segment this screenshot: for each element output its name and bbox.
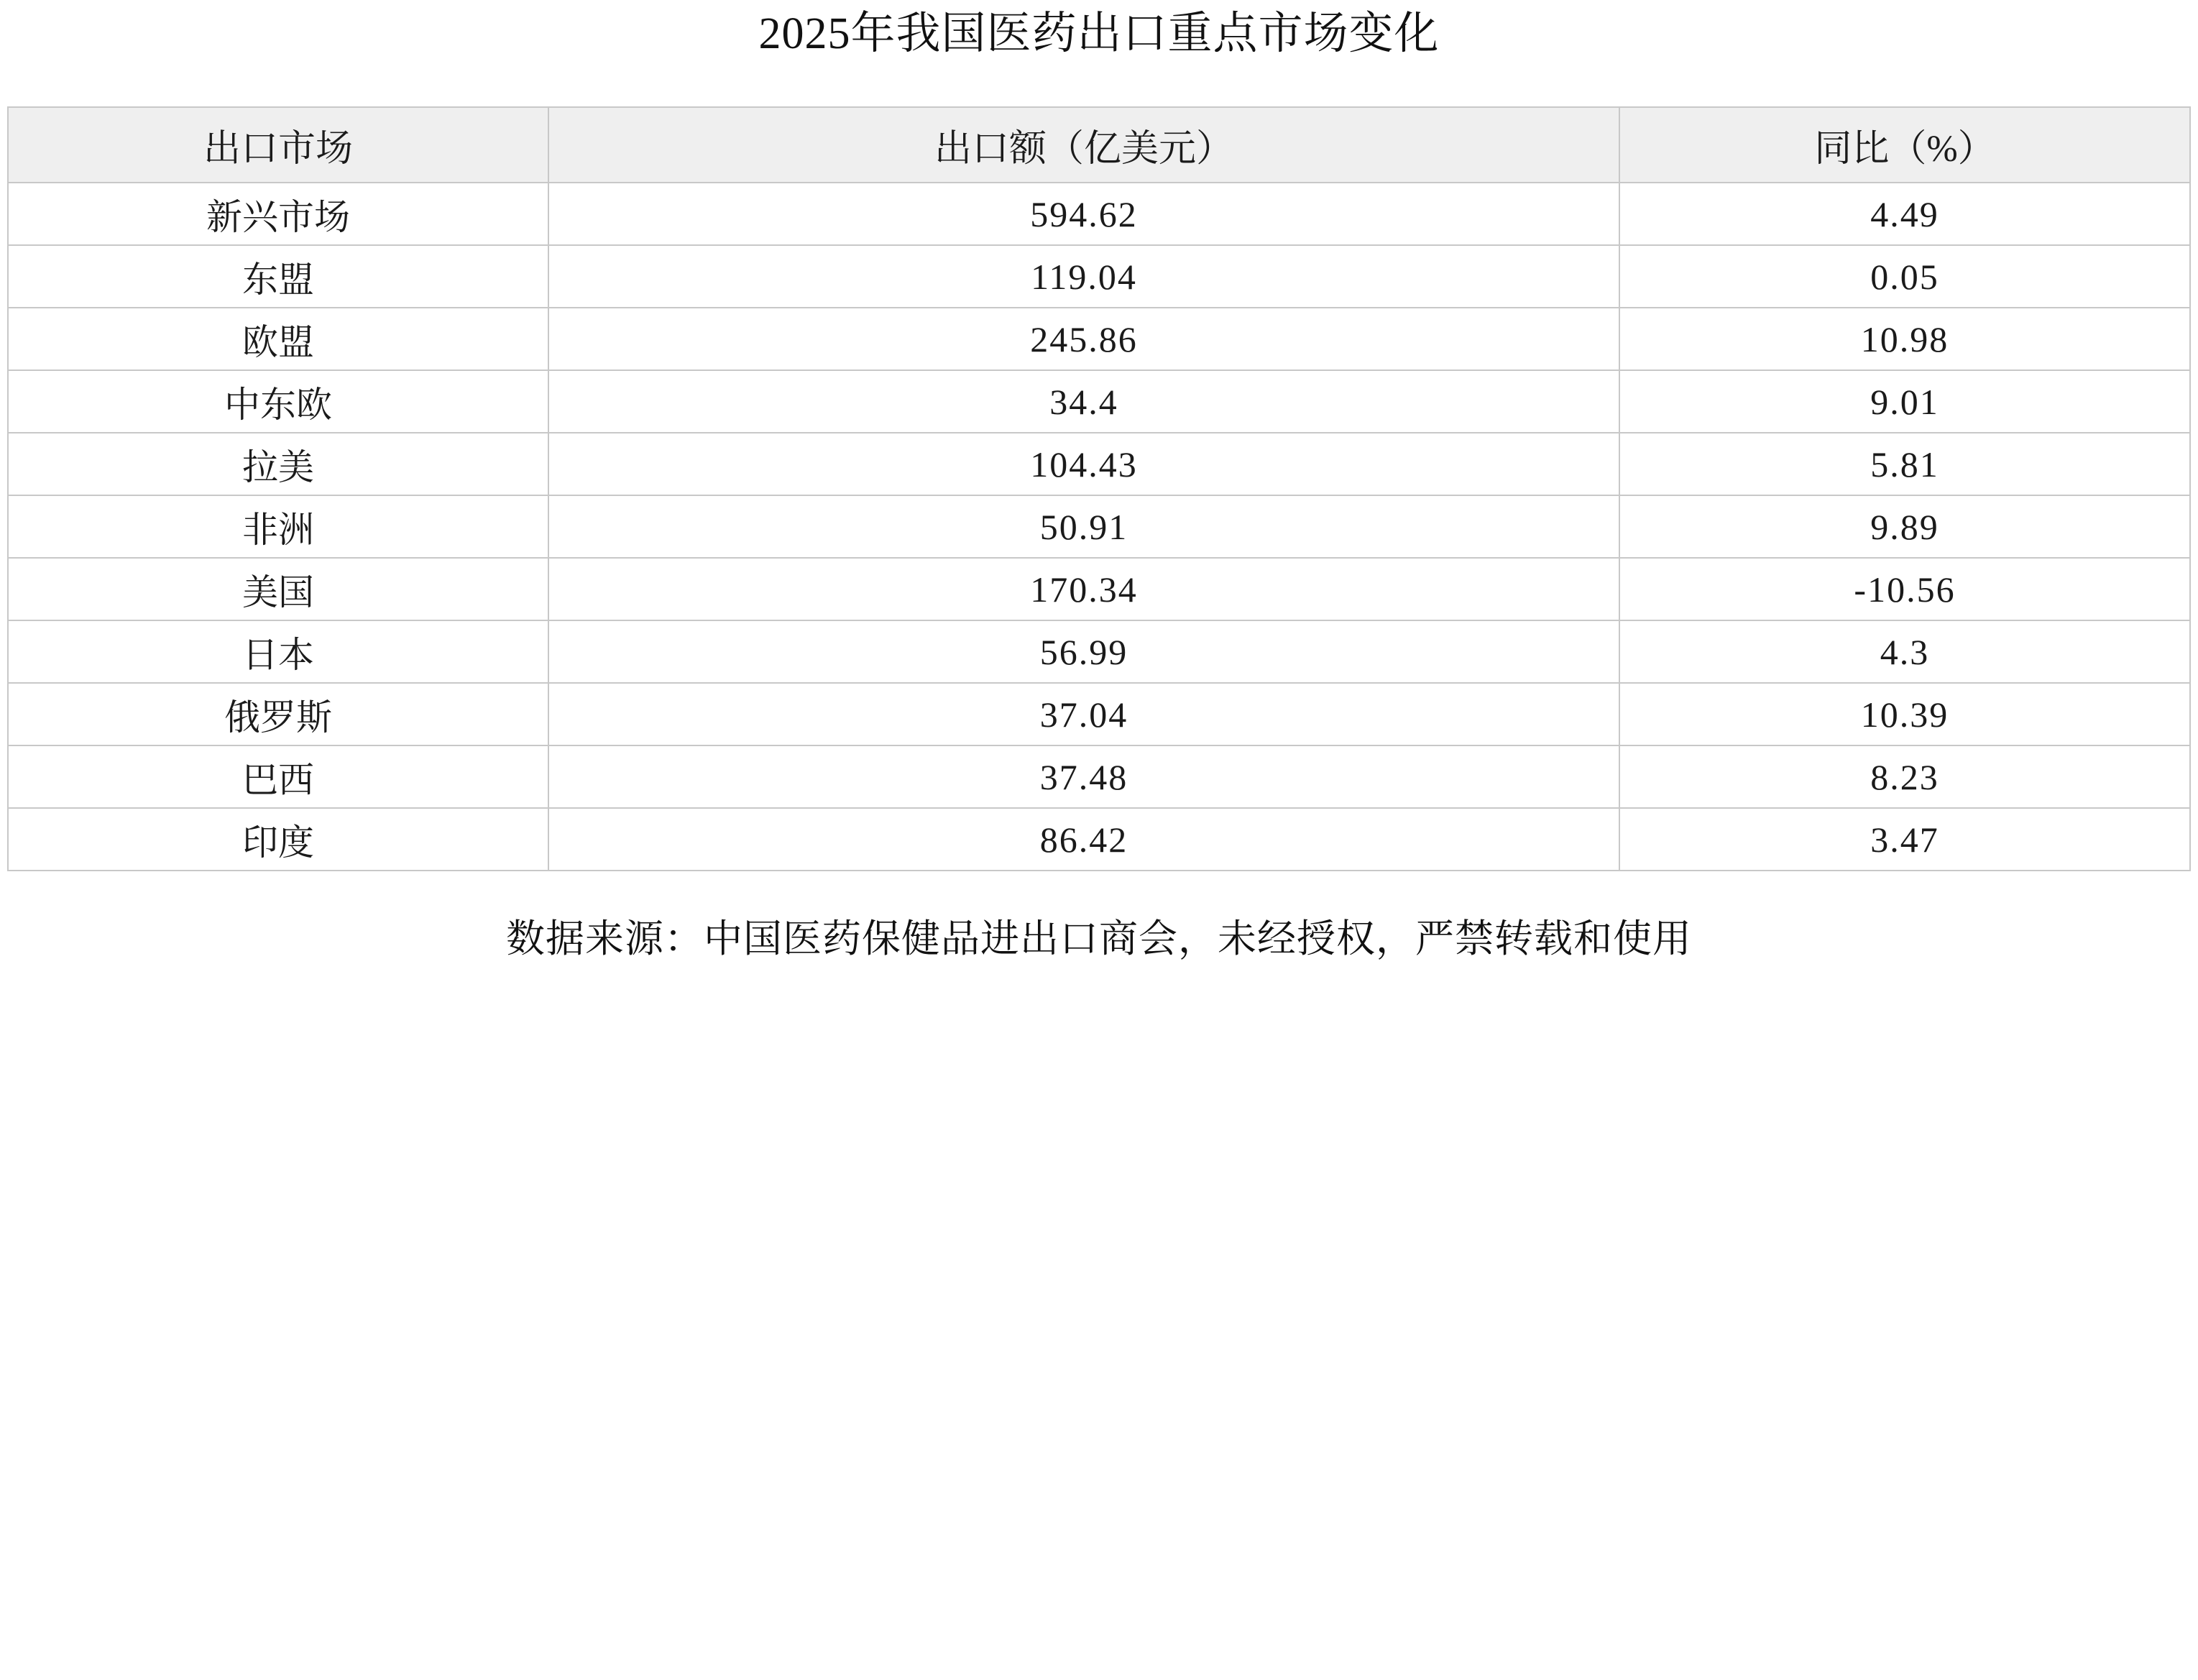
cell-value: 37.48 bbox=[548, 745, 1619, 808]
cell-market: 美国 bbox=[8, 558, 548, 620]
cell-yoy: 8.23 bbox=[1619, 745, 2190, 808]
export-market-table bbox=[7, 106, 2191, 871]
cell-market: 巴西 bbox=[8, 745, 548, 808]
table-body bbox=[8, 183, 2190, 871]
table-row bbox=[8, 245, 2190, 308]
table-row bbox=[8, 745, 2190, 808]
cell-value: 50.91 bbox=[548, 495, 1619, 558]
column-header-yoy: 同比（%） bbox=[1619, 107, 2190, 183]
cell-market: 日本 bbox=[8, 620, 548, 683]
column-header-value: 出口额（亿美元） bbox=[548, 107, 1619, 183]
cell-yoy: -10.56 bbox=[1619, 558, 2190, 620]
cell-value: 170.34 bbox=[548, 558, 1619, 620]
table-row bbox=[8, 558, 2190, 620]
cell-market: 俄罗斯 bbox=[8, 683, 548, 745]
source-note: 数据来源：中国医药保健品进出口商会，未经授权，严禁转载和使用 bbox=[506, 917, 1692, 960]
table-header-row bbox=[8, 107, 2190, 183]
cell-market: 印度 bbox=[8, 808, 548, 871]
cell-value: 34.4 bbox=[548, 370, 1619, 433]
table-row bbox=[8, 808, 2190, 871]
cell-market: 东盟 bbox=[8, 245, 548, 308]
cell-market: 欧盟 bbox=[8, 308, 548, 370]
cell-value: 37.04 bbox=[548, 683, 1619, 745]
cell-yoy: 3.47 bbox=[1619, 808, 2190, 871]
cell-value: 245.86 bbox=[548, 308, 1619, 370]
cell-yoy: 4.3 bbox=[1619, 620, 2190, 683]
cell-market: 新兴市场 bbox=[8, 183, 548, 245]
cell-yoy: 10.39 bbox=[1619, 683, 2190, 745]
cell-market: 中东欧 bbox=[8, 370, 548, 433]
column-header-market: 出口市场 bbox=[8, 107, 548, 183]
cell-value: 104.43 bbox=[548, 433, 1619, 495]
table-row bbox=[8, 683, 2190, 745]
table-row bbox=[8, 370, 2190, 433]
cell-yoy: 9.89 bbox=[1619, 495, 2190, 558]
table-row bbox=[8, 433, 2190, 495]
table-header bbox=[8, 107, 2190, 183]
table-row bbox=[8, 308, 2190, 370]
cell-yoy: 10.98 bbox=[1619, 308, 2190, 370]
page-title: 2025年我国医药出口重点市场变化 bbox=[758, 9, 1440, 58]
table-row bbox=[8, 183, 2190, 245]
cell-value: 119.04 bbox=[548, 245, 1619, 308]
cell-yoy: 9.01 bbox=[1619, 370, 2190, 433]
cell-value: 56.99 bbox=[548, 620, 1619, 683]
cell-value: 594.62 bbox=[548, 183, 1619, 245]
cell-value: 86.42 bbox=[548, 808, 1619, 871]
cell-market: 拉美 bbox=[8, 433, 548, 495]
table-row bbox=[8, 620, 2190, 683]
table-container bbox=[3, 106, 2195, 871]
cell-yoy: 4.49 bbox=[1619, 183, 2190, 245]
cell-yoy: 5.81 bbox=[1619, 433, 2190, 495]
cell-yoy: 0.05 bbox=[1619, 245, 2190, 308]
cell-market: 非洲 bbox=[8, 495, 548, 558]
table-row bbox=[8, 495, 2190, 558]
